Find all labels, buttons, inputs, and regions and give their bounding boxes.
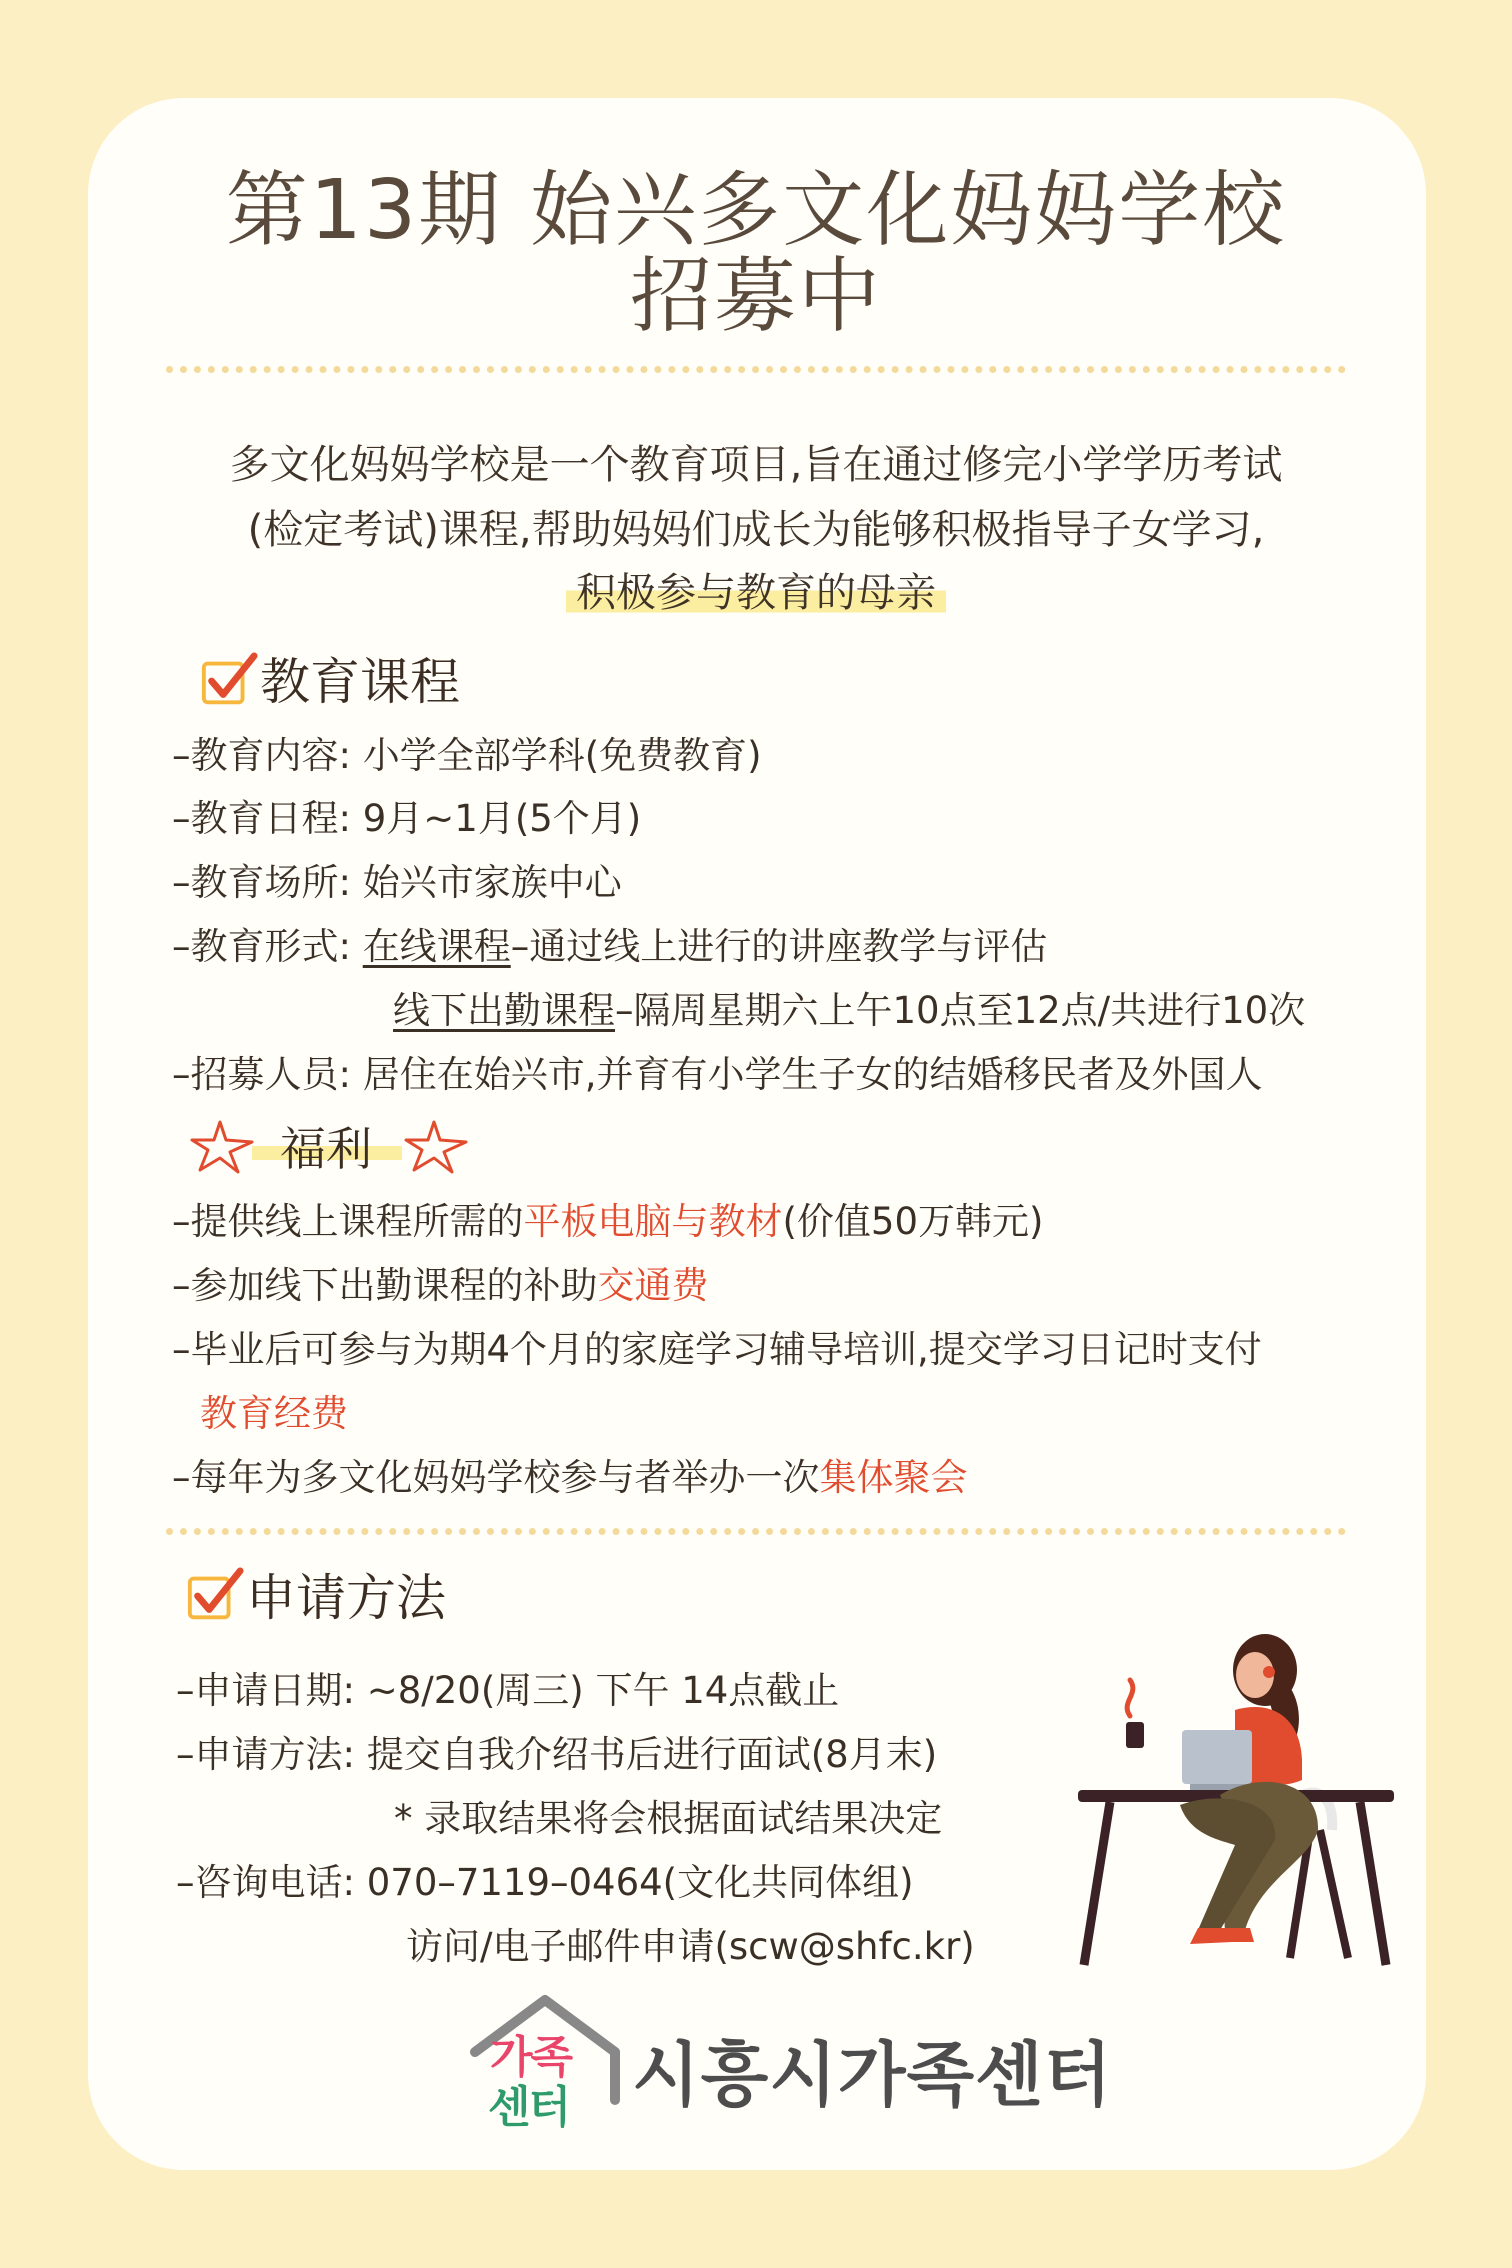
benefit-text: –每年为多文化妈妈学校参与者举办一次 <box>172 1456 820 1499</box>
label: –教育场所: <box>172 861 363 904</box>
intro-line-2: (检定考试)课程,帮助妈妈们成长为能够积极指导子女学习, <box>247 507 1265 553</box>
label: –申请日期: <box>176 1669 367 1712</box>
page-subtitle: 招募中 <box>629 249 882 344</box>
curriculum-format-offline <box>393 989 1306 1032</box>
logo-mark-top-text: 가족 <box>490 2032 572 2083</box>
apply-heading: 申请方法 <box>246 1569 446 1627</box>
value: 小学全部学科(免费教育) <box>362 734 762 777</box>
curriculum-schedule <box>172 797 642 840</box>
online-desc: –通过线上进行的讲座教学与评估 <box>510 925 1048 968</box>
benefit-highlight: 平板电脑与教材 <box>523 1200 783 1243</box>
apply-method <box>176 1733 938 1776</box>
check-icon <box>200 652 258 710</box>
benefit-highlight: 交通费 <box>597 1264 709 1307</box>
intro-line-3 <box>0 570 1512 616</box>
sparkle-icon <box>404 1118 472 1174</box>
label: –招募人员: <box>172 1053 363 1096</box>
divider <box>166 1528 1346 1535</box>
benefit-1 <box>172 1200 1044 1243</box>
value: 居住在始兴市,并育有小学生子女的结婚移民者及外国人 <box>362 1053 1263 1096</box>
benefit-text: (价值50万韩元) <box>782 1200 1044 1243</box>
page-title: 第13期 始兴多文化妈妈学校 <box>225 163 1287 258</box>
value: ~8/20(周三) 下午 14点截止 <box>366 1669 840 1712</box>
logo-mark-bottom: 센터 <box>488 2082 570 2133</box>
intro-highlight: 积极参与教育的母亲 <box>566 570 946 616</box>
logo-mark-top <box>490 2032 572 2083</box>
online-course: 在线课程 <box>362 925 511 968</box>
apply-date <box>176 1669 840 1712</box>
label: –申请方法: <box>176 1733 367 1776</box>
offline-desc: –隔周星期六上午10点至12点/共进行10次 <box>615 989 1306 1032</box>
woman-laptop-illustration <box>1070 1630 1400 1970</box>
value: 070–7119–0464(文化共同体组) <box>366 1861 914 1904</box>
apply-phone <box>176 1861 914 1904</box>
apply-visit: 访问/电子邮件申请(scw@shfc.kr) <box>406 1925 975 1968</box>
label: –教育内容: <box>172 734 363 777</box>
apply-note: * 录取结果将会根据面试结果决定 <box>394 1797 943 1840</box>
curriculum-recruit <box>172 1053 1263 1096</box>
label: –教育日程: <box>172 797 363 840</box>
curriculum-format <box>172 925 1048 968</box>
benefits-heading: 福利 <box>280 1122 372 1176</box>
benefit-text: –提供线上课程所需的 <box>172 1200 524 1243</box>
benefit-3: –毕业后可参与为期4个月的家庭学习辅导培训,提交学习日记时支付 <box>172 1328 1262 1371</box>
label: –咨询电话: <box>176 1861 367 1904</box>
benefit-2 <box>172 1264 709 1307</box>
curriculum-heading: 教育课程 <box>260 653 460 711</box>
benefit-4 <box>172 1456 968 1499</box>
benefit-text: –参加线下出勤课程的补助 <box>172 1264 598 1307</box>
offline-course: 线下出勤课程 <box>393 989 615 1032</box>
value: 9月~1月(5个月) <box>362 797 642 840</box>
value: 提交自我介绍书后进行面试(8月末) <box>366 1733 938 1776</box>
sparkle-icon <box>190 1118 258 1174</box>
benefit-3-highlight: 教育经费 <box>200 1392 348 1435</box>
curriculum-content <box>172 734 762 777</box>
label: –教育形式: <box>172 925 363 968</box>
intro-line-1: 多文化妈妈学校是一个教育项目,旨在通过修完小学学历考试 <box>229 442 1283 488</box>
value: 始兴市家族中心 <box>362 861 622 904</box>
logo-name: 시흥시가족센터 <box>632 2034 1113 2116</box>
divider <box>166 366 1346 373</box>
curriculum-place <box>172 861 622 904</box>
check-icon <box>186 1567 244 1625</box>
benefit-highlight: 集体聚会 <box>819 1456 968 1499</box>
